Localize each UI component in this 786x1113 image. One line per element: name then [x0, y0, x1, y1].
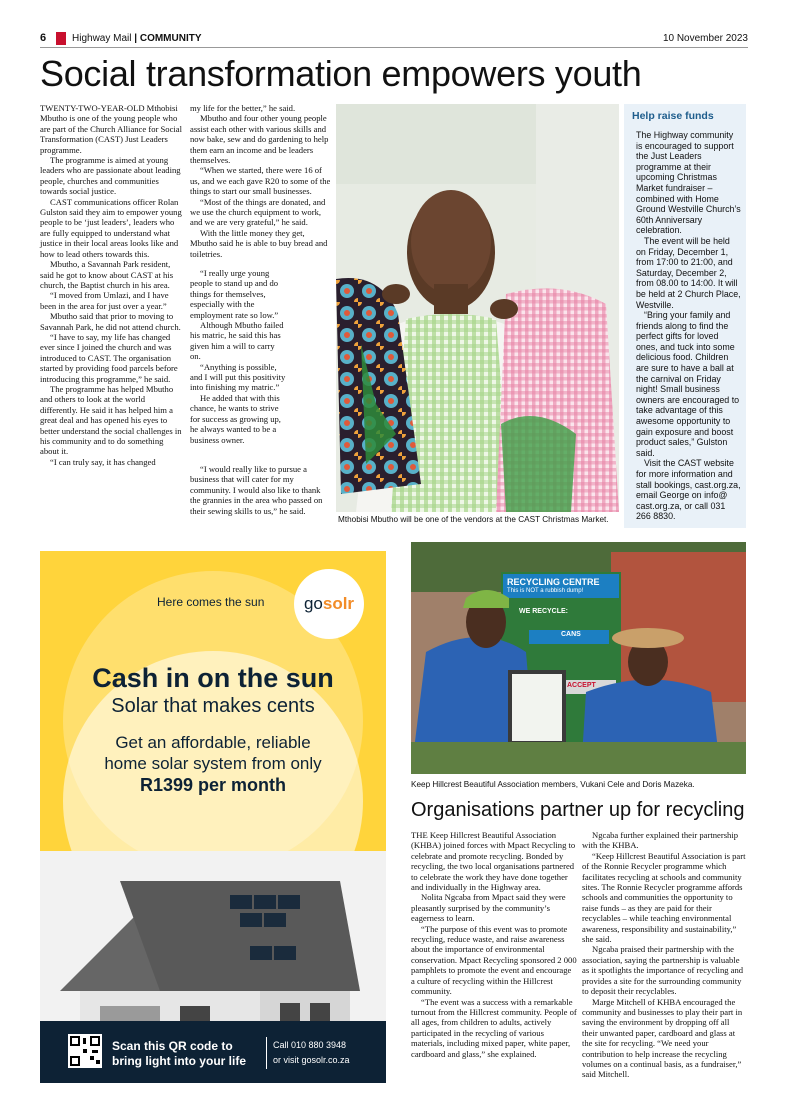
paragraph: CAST communications officer Rolan Gulston said they aim to empower young people to be ‘just leaders’, leaders who are fully equipped to understand what justice in their local areas looks like and how to lead others towards this.: [40, 196, 182, 259]
paragraph: Mbutho, a Savannah Park resident, said he got to know about CAST at his church, the Baptist church in his area.: [40, 259, 174, 290]
page-header: [40, 30, 748, 50]
paragraph: “Bring your family and friends along to find the perfect gifts for loved ones, and tuck into some delicious food. Children are sure to have a ball at the carnival on Friday night! Small business owners are encouraged to take advantage of this awesome opportunity to gain exposure and boost product sales,” Gulston said.: [636, 310, 740, 458]
ad-subheadline: Solar that makes cents: [111, 695, 315, 717]
paragraph: Nolita Ngcaba from Mpact said they were pleasantly surprised by the community’s eagerness to learn.: [411, 892, 566, 924]
sign-title: RECYCLING CENTRE: [507, 577, 600, 587]
paragraph: The Highway community is encouraged to support the Just Leaders programme at their upcoming Christmas Market fundraiser – combined with Home Ground Westville Church’s 60th Anniversary celebration.: [636, 130, 741, 236]
section-name: COMMUNITY: [139, 33, 202, 44]
logo-suffix: solr: [322, 594, 355, 613]
paragraph: “Keep Hillcrest Beautiful Association is part of the Ronnie Recycler programme which facilitates recycling at schools and community sites. The Ronnie Recycler programme affords schools and communities the opportunity to raise funds – as they are paid for their recyclables – while teaching environmental awareness, responsibility and sustainability,” she said.: [582, 850, 746, 945]
photo-caption: Mthobisi Mbutho will be one of the vendors at the CAST Christmas Market.: [338, 515, 609, 524]
ad-phone: Call 010 880 3948: [273, 1040, 347, 1050]
page-number: 6: [40, 32, 47, 44]
section-marker: [56, 32, 66, 45]
publication-section: Highway Mail | COMMUNITY: [72, 33, 202, 44]
paragraph: Although Mbutho failed his matric, he said this has given him a will to carry on.: [190, 320, 284, 362]
paragraph: TWENTY-TWO-YEAR-OLD Mthobisi Mbutho is one of the young people who are part of the Church Alliance for Social Transformation (CAST) Just Leaders programme.: [40, 103, 182, 155]
paragraph: The programme is aimed at young leaders who are passionate about leading people, churches and communities towards social justice.: [40, 155, 181, 197]
paragraph: “Most of the things are donated, and we use the church equipment to work, and we are very grateful,” he said.: [190, 196, 326, 228]
paragraph: The event will be held on Friday, December 1, from 17:00 to 21:00, and Saturday, December 2, from 08.00 to 14:00. It will be held at 2 Church Place, Westville.: [636, 235, 741, 310]
sign-accept: ACCEPT: [567, 682, 596, 689]
paragraph: Mbutho said that prior to moving to Savannah Park, he did not attend church.: [40, 311, 181, 332]
issue-date: 10 November 2023: [662, 33, 748, 44]
article-column-1: [40, 103, 184, 467]
qr-prompt-line-2: bring light into your life: [112, 1054, 246, 1068]
ad-offer-line-1: Get an affordable, reliable: [115, 733, 311, 752]
ad-website: or visit gosolr.co.za: [273, 1055, 350, 1065]
ad-tagline: Here comes the sun: [157, 595, 265, 609]
paragraph: “Anything is possible, and I will put this positivity into finishing my matric.”: [190, 361, 286, 393]
fundraiser-sidebar: [624, 104, 746, 528]
article-column-2-wrap: [190, 268, 286, 445]
paragraph: Visit the CAST website for more information and stall bookings, cast.org.za, email George on info@ cast.org.za, or call 031 266 8830.: [636, 458, 741, 522]
sign-cans: CANS: [561, 631, 581, 638]
paragraph: With the little money they get, Mbutho said he is able to buy bread and toiletries.: [190, 227, 328, 259]
paragraph: The programme has helped Mbutho and others to look at the world differently. He said it has helped him a great deal and has opened his eyes to better understand the social challenges in his community and to do something about it.: [40, 383, 182, 457]
paragraph: “When we started, there were 16 of us, and we each gave R20 to some of the things to start our small businesses.: [190, 165, 331, 197]
paragraph: my life for the better,” he said.: [190, 103, 296, 113]
paragraph: “I really urge young people to stand up and do things for themselves, especially with the employment rate so low.”: [190, 268, 279, 320]
sign-we-recycle: WE RECYCLE:: [519, 608, 568, 615]
article-2-column-2: [582, 830, 746, 1080]
paragraph: “The purpose of this event was to promote recycling, reduce waste, and raise awareness about the importance of environmental conservation. Mpact Recycling sponsored 2 000 pamphlets to promote the event and encourage a culture of recycling within the Hillcrest community.: [411, 923, 577, 997]
gosolr-logo: [294, 569, 364, 639]
article-2-column-1: [411, 830, 577, 1059]
ad-offer-line-2: home solar system from only: [104, 754, 322, 773]
paragraph: “I moved from Umlazi, and I have been in the area for just over a year.”: [40, 290, 169, 311]
ad-price: R1399 per month: [139, 775, 287, 795]
publication-name: Highway Mail: [72, 33, 132, 44]
paragraph: Mbutho and four other young people assist each other with various skills and now bake, sew and do gardening to help them earn an income and be leaders themselves.: [190, 113, 329, 166]
ad-headline: Cash in on the sun: [92, 663, 334, 693]
paragraph: “I have to say, my life has changed ever since I joined the church and was introduced to CAST. The organisation started by providing food parcels before introducing this programme,” he said.: [40, 331, 178, 384]
paragraph: THE Keep Hillcrest Beautiful Association (KHBA) joined forces with Mpact Recycling to celebrate and promote recycling. Bonded by recycling, the two local organisations partnered to celebrate the work they have done together and individually in the Highway area.: [411, 830, 576, 893]
photo-caption-2: Keep Hillcrest Beautiful Association members, Vukani Cele and Doris Mazeka.: [411, 780, 695, 789]
paragraph: “The event was a success with a remarkable turnout from the Hillcrest community. People of all ages, from children to adults, actively participated in the recycling of various materials, including mixed paper, white paper, cardboard and glass,” she explained.: [411, 996, 577, 1059]
article-headline: Social transformation empowers youth: [40, 53, 642, 94]
article-column-2: [190, 103, 332, 259]
paragraph: Ngcaba further explained their partnership with the KHBA.: [582, 830, 739, 851]
paragraph: He added that with this chance, he wants to strive for success as growing up, he always wanted to be a business owner.: [190, 392, 281, 445]
sign-subtitle: This is NOT a rubbish dump!: [507, 588, 584, 594]
article-column-2-end: [190, 464, 332, 516]
vendor-photo: [336, 104, 619, 512]
ad-divider: [266, 1037, 267, 1069]
qr-prompt-line-1: Scan this QR code to: [112, 1039, 233, 1053]
sidebar-title: Help raise funds: [632, 110, 714, 122]
paragraph: Marge Mitchell of KHBA encouraged the community and businesses to play their part in saving the environment by dropping off all their unwanted paper, cardboard and glass at the site for recycling. “We need your contribution to help increase the recycling volumes on a continual basis, as a fundraiser,” said Mitchell.: [582, 996, 743, 1080]
paragraph: Ngcaba praised their partnership with the association, saying the partnership is valuable as it spotlights the importance of recycling and provides a site for the surrounding community to deposit their recyclables.: [582, 944, 744, 997]
logo-prefix: go: [303, 594, 323, 613]
article-2-headline: Organisations partner up for recycling: [411, 799, 745, 821]
sidebar-body: [636, 130, 742, 522]
header-rule: [40, 47, 748, 48]
qr-code: [68, 1034, 102, 1068]
gosolr-advertisement: [40, 551, 386, 1083]
recycling-photo: [411, 542, 746, 774]
paragraph: “I can truly say, it has changed: [50, 456, 156, 467]
paragraph: “I would really like to pursue a business that will cater for my community. I would also like to thank the grannies in the area who passed on their sewing skills to us,” he said.: [190, 464, 323, 516]
